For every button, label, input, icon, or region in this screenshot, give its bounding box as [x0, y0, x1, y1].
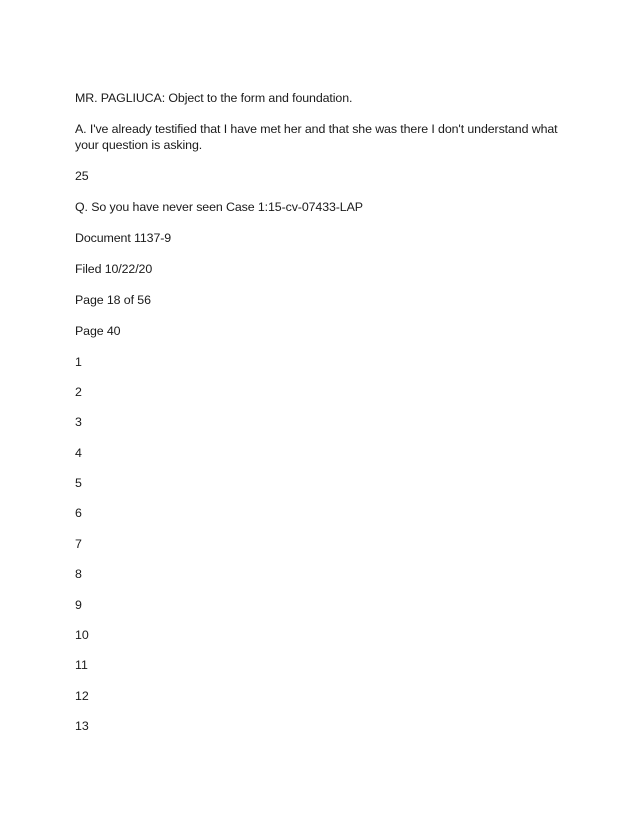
answer-text: A. I've already testified that I have met her and that she was there I don't understand what your question is asking. — [75, 122, 558, 152]
line-number: 6 — [75, 506, 82, 521]
line-number: 1 — [75, 354, 82, 369]
line-number: 9 — [75, 597, 82, 612]
line-number: 12 — [75, 688, 89, 703]
line-number: 2 — [75, 384, 82, 399]
transcript-page: Page 40 — [75, 323, 121, 338]
page-of-count: Page 18 of 56 — [75, 292, 151, 307]
line-number: 5 — [75, 476, 82, 491]
line-number: 3 — [75, 415, 82, 430]
line-number: 13 — [75, 719, 89, 734]
question-text: Q. So you have never seen Case 1:15-cv-07433-LAP — [75, 199, 363, 214]
line-number: 10 — [75, 628, 89, 643]
line-number: 8 — [75, 567, 82, 582]
document-number: Document 1137-9 — [75, 230, 172, 245]
line-number: 4 — [75, 445, 82, 460]
line-number: 11 — [75, 658, 88, 673]
filed-date: Filed 10/22/20 — [75, 261, 153, 276]
line-number-list — [75, 355, 575, 735]
line-number-25: 25 — [75, 168, 89, 183]
line-number: 7 — [75, 536, 82, 551]
document-body — [75, 91, 575, 750]
objection-text: MR. PAGLIUCA: Object to the form and foundation. — [75, 91, 353, 105]
